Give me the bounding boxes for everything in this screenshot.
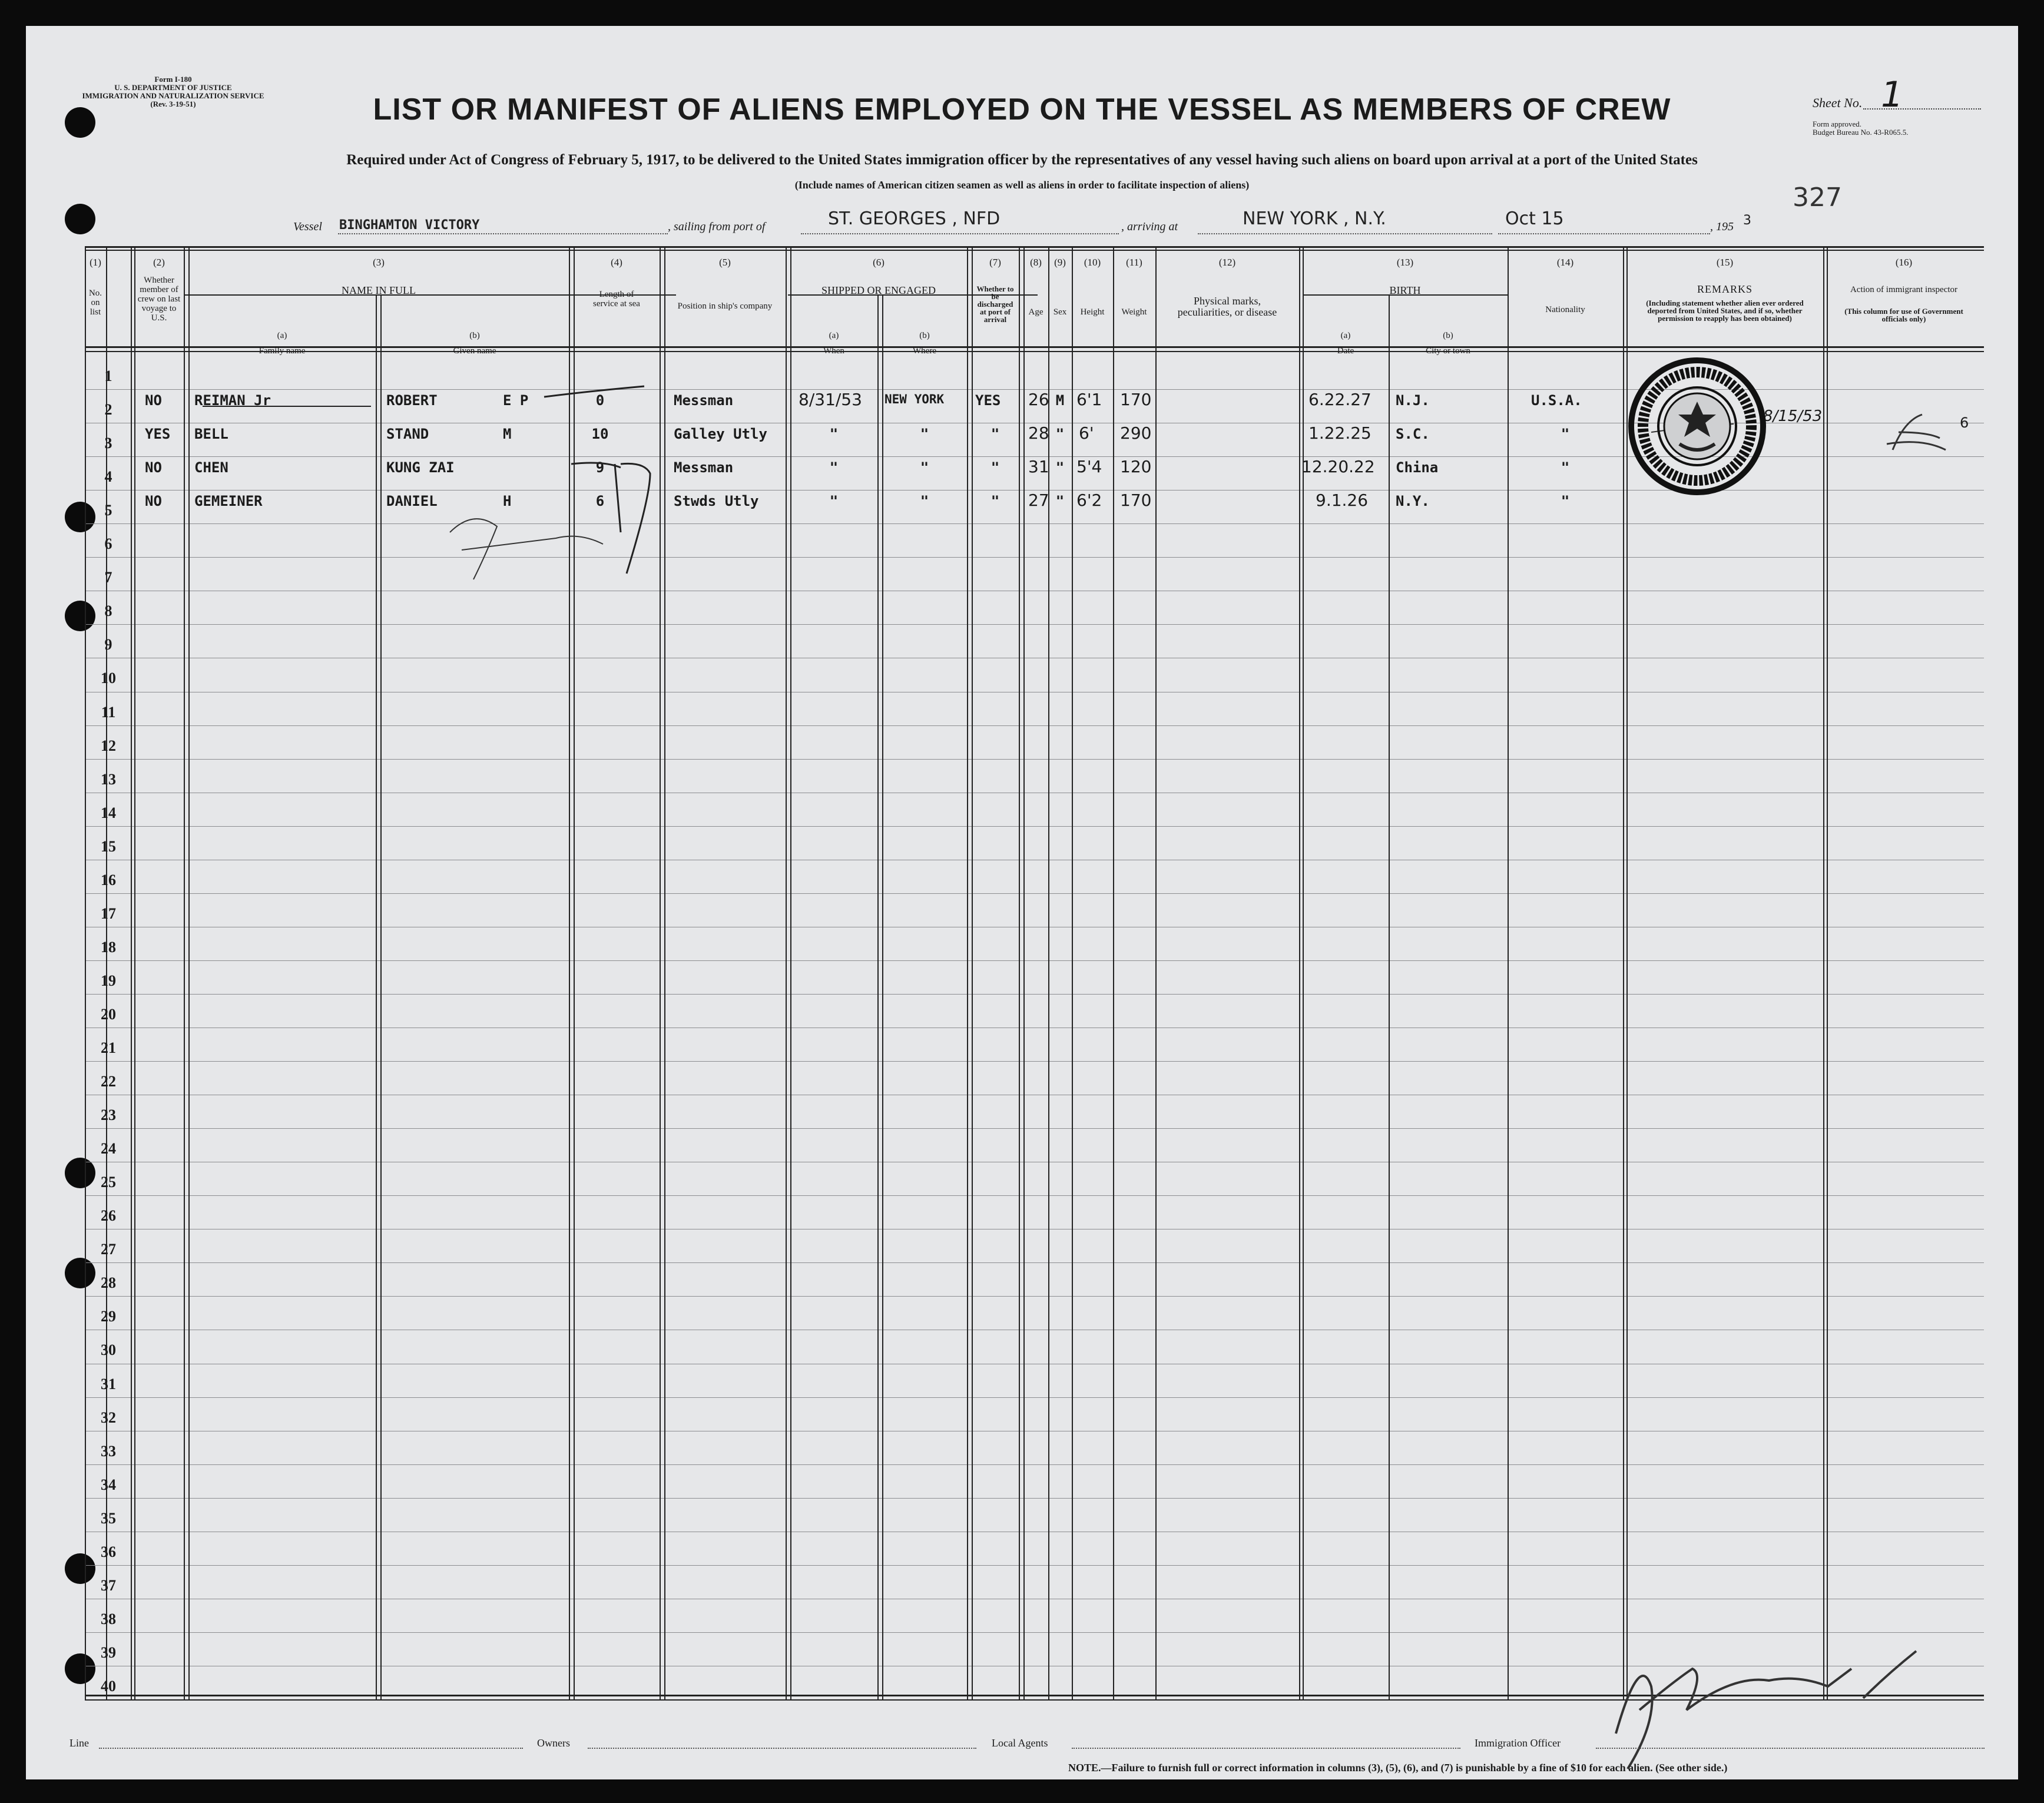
col6-number: (6): [873, 257, 884, 268]
birth-date: 9.1.26: [1316, 490, 1369, 510]
footer-owners-label: Owners: [537, 1737, 570, 1749]
line-number: 21: [101, 1039, 116, 1056]
manifest-sheet: [26, 26, 2018, 1779]
line-number: 9: [104, 636, 112, 653]
given-name: DANIEL: [386, 493, 438, 509]
line-number: 6: [104, 535, 112, 552]
line-number: 26: [101, 1207, 116, 1224]
col13b-label: City or town: [1426, 346, 1470, 356]
arrival-date: Oct 15: [1505, 208, 1564, 229]
col11-number: (11): [1126, 257, 1142, 268]
col16-number: (16): [1895, 257, 1913, 268]
age: 27: [1028, 490, 1049, 510]
shipped-when: ": [829, 426, 839, 442]
footer-line-field: [99, 1748, 523, 1749]
line-number: 11: [101, 704, 116, 721]
age: 31: [1028, 457, 1049, 476]
discharge: YES: [975, 392, 1001, 409]
col3a-number: (a): [277, 331, 287, 340]
birth-place: China: [1396, 459, 1439, 476]
initials: E P: [503, 392, 529, 409]
given-name: KUNG ZAI: [386, 459, 455, 476]
col1-number: (1): [90, 257, 101, 268]
service-length: 9: [595, 459, 605, 476]
col13a-label: Date: [1337, 346, 1354, 356]
sub-note: (Include names of American citizen seamen as well as aliens in order to facilitate inspection of aliens): [794, 179, 1250, 191]
shipped-when: ": [829, 459, 839, 476]
weight: 170: [1120, 390, 1152, 409]
birth-date: 1.22.25: [1308, 423, 1371, 443]
line-number: 4: [104, 468, 112, 485]
discharge: ": [990, 426, 1000, 442]
page-title: LIST OR MANIFEST OF ALIENS EMPLOYED ON THE VESSEL AS MEMBERS OF CREW: [373, 92, 1671, 127]
col12-number: (12): [1218, 257, 1236, 268]
line-number: 14: [101, 804, 116, 821]
col3a-label: Family name: [259, 346, 306, 356]
col13b-number: (b): [1443, 331, 1453, 340]
revision: (Rev. 3-19-51): [150, 100, 196, 108]
footer-officer-label: Immigration Officer: [1475, 1737, 1561, 1749]
line-number: 16: [101, 871, 116, 889]
shipped-where: ": [920, 493, 929, 509]
line-number: 2: [104, 401, 112, 418]
height: 6'1: [1076, 390, 1102, 409]
shipped-where: NEW YORK: [884, 392, 945, 406]
service-length: 10: [591, 426, 609, 442]
position: Messman: [674, 459, 734, 476]
line-number: 8: [104, 602, 112, 619]
prev-voyage: NO: [145, 493, 162, 509]
shipped-when: 8/31/53: [799, 390, 862, 409]
line-number: 27: [101, 1241, 116, 1258]
service-length: 0: [595, 392, 605, 409]
line-number: 19: [101, 972, 116, 989]
age: 26: [1028, 390, 1049, 409]
footer-note: NOTE.—Failure to furnish full or correct information in columns (3), (5), (6), and (7) is punishable by a fine of $10 for each alien. (See other side.): [1068, 1762, 1728, 1774]
footer-agents-label: Local Agents: [992, 1737, 1048, 1749]
line-number: 3: [104, 435, 112, 452]
height: 5'4: [1076, 457, 1102, 476]
line-number: 39: [101, 1644, 116, 1661]
line-number: 23: [101, 1106, 116, 1123]
nationality: ": [1561, 493, 1570, 509]
age: 28: [1028, 423, 1049, 443]
line-number: 20: [101, 1006, 116, 1023]
sex: ": [1055, 426, 1065, 442]
line-number: 34: [101, 1476, 116, 1493]
discharge: ": [990, 493, 1000, 509]
vessel-name: BINGHAMTON VICTORY: [339, 218, 480, 233]
position: Messman: [674, 392, 734, 409]
line-number: 29: [101, 1308, 116, 1325]
nationality: U.S.A.: [1531, 392, 1582, 409]
col4-number: (4): [611, 257, 622, 268]
line-number: 32: [101, 1409, 116, 1426]
height: 6': [1079, 423, 1094, 443]
shipped-where: ": [920, 459, 929, 476]
approved-line: Form approved.: [1813, 120, 1862, 128]
birth-place: S.C.: [1396, 426, 1430, 442]
line-number: 15: [101, 838, 116, 855]
col16-label: Action of immigrant inspector: [1850, 285, 1958, 294]
service-length: 6: [595, 493, 605, 509]
line-number: 24: [101, 1140, 116, 1157]
position: Galley Utly: [674, 426, 767, 442]
remarks-handwriting: 8/15/53: [1763, 407, 1823, 425]
col8-number: (8): [1030, 257, 1042, 268]
initials: M: [503, 426, 512, 442]
handwritten-sheet-number: 327: [1793, 183, 1842, 213]
footer-officer-field: [1596, 1748, 1985, 1749]
col2-number: (2): [153, 257, 165, 268]
sex: M: [1055, 392, 1065, 409]
position: Stwds Utly: [674, 493, 759, 509]
consular-seal-stamp: [1626, 356, 1768, 497]
footer-agents-field: [1072, 1748, 1460, 1749]
form-number: Form I-180: [154, 75, 192, 84]
col13-number: (13): [1396, 257, 1414, 268]
line-number: 30: [101, 1341, 116, 1358]
weight: 120: [1120, 457, 1152, 476]
footer-owners-field: [588, 1748, 976, 1749]
birth-date: 12.20.22: [1301, 457, 1375, 476]
col6b-label: Where: [913, 346, 936, 356]
col6a-number: (a): [829, 331, 839, 340]
budget-bureau-line: Budget Bureau No. 43-R065.5.: [1813, 128, 1909, 137]
col12-label: Physical marks, peculiarities, or disease: [1177, 295, 1277, 318]
col1-label: No. on list: [88, 289, 102, 317]
col15-note: (Including statement whether alien ever ordered deported from United States, and if so, whether permission to reapply has been obtained): [1646, 299, 1804, 323]
arrival-port: NEW YORK , N.Y.: [1243, 208, 1386, 229]
given-name: ROBERT: [386, 392, 438, 409]
subtitle: Required under Act of Congress of February 5, 1917, to be delivered to the United States immigration officer by the representatives of any vessel having such aliens on board upon arrival at a port of the United States: [346, 152, 1698, 168]
line-number: 7: [104, 569, 112, 586]
sex: ": [1055, 459, 1065, 476]
nationality: ": [1561, 426, 1570, 442]
col8-label: Age: [1028, 307, 1043, 317]
col3-number: (3): [373, 257, 385, 268]
col11-label: Weight: [1121, 307, 1147, 317]
line-number: 13: [101, 771, 116, 788]
col15-label: REMARKS: [1697, 283, 1753, 295]
birth-place: N.Y.: [1396, 493, 1430, 509]
col10-number: (10): [1084, 257, 1101, 268]
col4-label: Length of service at sea: [593, 290, 640, 309]
col15-number: (15): [1716, 257, 1734, 268]
discharge: ": [990, 459, 1000, 476]
sheet-number-value: 1: [1881, 74, 1904, 115]
col5-label: Position in ship's company: [677, 301, 773, 311]
line-number: 12: [101, 737, 116, 754]
nationality: ": [1561, 459, 1570, 476]
col16-note: (This column for use of Government officials only): [1844, 307, 1963, 323]
line-number: 22: [101, 1073, 116, 1090]
col2-label: Whether member of crew on last voyage to U.S.: [137, 276, 181, 323]
line-number: 5: [104, 502, 112, 519]
line-number: 33: [101, 1443, 116, 1460]
line-number: 36: [101, 1543, 116, 1560]
prev-voyage: NO: [145, 459, 162, 476]
col7-number: (7): [989, 257, 1001, 268]
col10-label: Height: [1080, 307, 1105, 317]
col9-number: (9): [1054, 257, 1066, 268]
line-number: 35: [101, 1510, 116, 1527]
col7-label: Whether to be discharged at port of arrival: [976, 284, 1014, 324]
footer-line-label: Line: [69, 1737, 89, 1749]
col14-number: (14): [1556, 257, 1574, 268]
col6a-label: When: [823, 346, 844, 356]
birth-date: 6.22.27: [1308, 390, 1371, 409]
family-name: CHEN: [194, 459, 228, 476]
line-number: 1: [104, 367, 112, 385]
department: U. S. DEPARTMENT OF JUSTICE: [114, 83, 232, 92]
shipped-where: ": [920, 426, 929, 442]
vessel-label: Vessel: [293, 220, 322, 233]
arriving-label: , arriving at: [1121, 220, 1178, 233]
inspector-mark: 6: [1960, 415, 1969, 431]
sailing-port: ST. GEORGES , NFD: [828, 208, 1001, 229]
line-number: 18: [101, 939, 116, 956]
year-suffix: 3: [1743, 213, 1751, 228]
col14-label: Nationality: [1545, 305, 1585, 314]
col13-label: BIRTH: [1389, 284, 1421, 296]
birth-place: N.J.: [1396, 392, 1430, 409]
weight: 290: [1120, 423, 1152, 443]
line-number: 31: [101, 1376, 116, 1393]
family-name: BELL: [194, 426, 228, 442]
col9-label: Sex: [1053, 307, 1067, 317]
col13a-number: (a): [1340, 331, 1351, 340]
prev-voyage: YES: [145, 426, 171, 442]
sheet-label: Sheet No.: [1813, 95, 1863, 110]
year-prefix: , 195: [1710, 220, 1734, 233]
line-number: 40: [101, 1678, 116, 1695]
service: IMMIGRATION AND NATURALIZATION SERVICE: [82, 91, 264, 100]
col6b-number: (b): [919, 331, 930, 340]
family-name: REIMAN Jr: [194, 392, 271, 409]
line-number: 28: [101, 1274, 116, 1291]
family-name: GEMEINER: [194, 493, 263, 509]
height: 6'2: [1076, 490, 1102, 510]
col3b-label: Given name: [453, 346, 496, 356]
weight: 170: [1120, 490, 1152, 510]
initials: H: [503, 493, 512, 509]
given-name: STAND: [386, 426, 429, 442]
shipped-when: ": [829, 493, 839, 509]
sex: ": [1055, 493, 1065, 509]
line-number: 25: [101, 1174, 116, 1191]
line-number: 17: [101, 905, 116, 922]
col3-label: NAME IN FULL: [342, 284, 416, 296]
pen-marks: [26, 26, 2018, 1779]
col3b-number: (b): [469, 331, 480, 340]
col6-label: SHIPPED OR ENGAGED: [821, 284, 936, 296]
col5-number: (5): [719, 257, 731, 268]
line-number: 10: [101, 670, 116, 687]
sailing-label: , sailing from port of: [668, 220, 766, 233]
prev-voyage: NO: [145, 392, 162, 409]
line-number: 37: [101, 1577, 116, 1594]
line-number: 38: [101, 1610, 116, 1628]
